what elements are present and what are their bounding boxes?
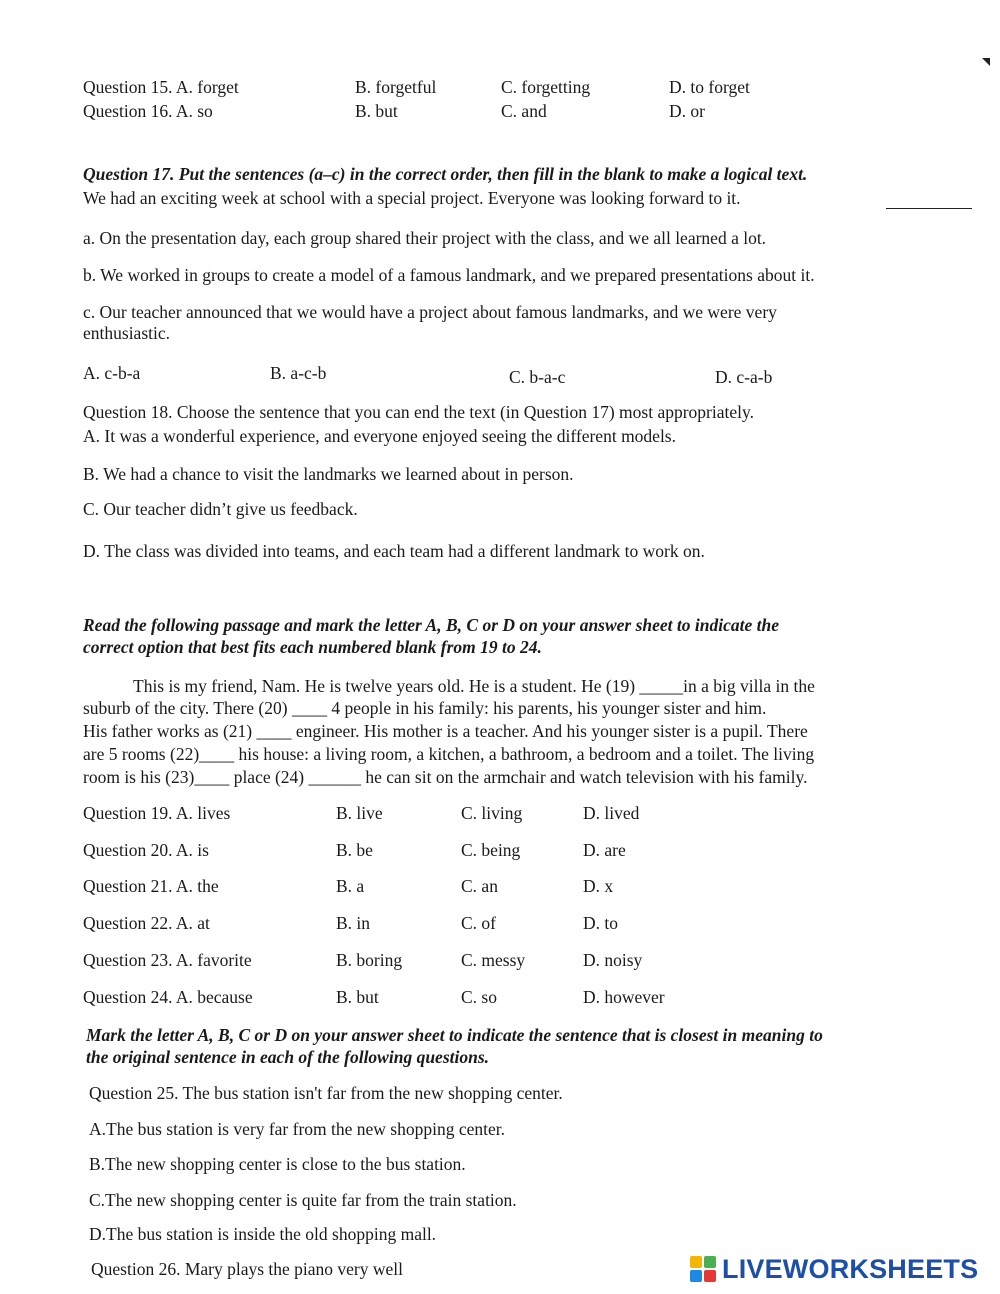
question-20-option-d: D. are [583,840,626,860]
question-18-option-b: B. We had a chance to visit the landmarks we learned about in person. [83,464,574,484]
question-19-row [83,802,783,824]
question-23-option-b: B. boring [336,950,403,970]
closest-meaning-instruction-line-2: the original sentence in each of the following questions. [86,1047,490,1067]
question-17-option-c: C. b-a-c [509,367,566,387]
liveworksheets-logo [690,1254,978,1284]
question-20-row [83,839,783,861]
question-16-option-d: D. or [669,101,705,121]
page-corner-mark [982,58,990,66]
question-24-option-b: B. but [336,987,379,1007]
question-15-row [83,76,963,98]
question-21-option-d: D. x [583,876,614,896]
question-15-option-a: Question 15. A. forget [83,77,239,97]
question-19-option-b: B. live [336,803,383,823]
reading-instruction-line-2: correct option that best fits each numbered blank from 19 to 24. [83,637,542,657]
question-16-option-a: Question 16. A. so [83,101,213,121]
question-17-instruction: Question 17. Put the sentences (a–c) in the correct order, then fill in the blank to make a logical text. [83,164,808,184]
question-20-option-a: Question 20. A. is [83,840,209,860]
question-23-option-d: D. noisy [583,950,643,970]
question-17-intro-text: We had an exciting week at school with a special project. Everyone was looking forward to it. [83,188,741,208]
question-17-options [83,362,963,387]
question-17-option-d: D. c-a-b [715,367,773,387]
question-22-option-b: B. in [336,913,371,933]
question-25-option-b: B.The new shopping center is close to the bus station. [89,1154,466,1174]
question-17-answer-blank[interactable] [886,194,972,209]
question-16-option-b: B. but [355,101,398,121]
question-25-option-c: C.The new shopping center is quite far from the train station. [89,1190,517,1210]
question-19-option-c: C. living [461,803,523,823]
question-17-option-b: B. a-c-b [270,363,327,383]
question-18-option-a: A. It was a wonderful experience, and everyone enjoyed seeing the different models. [83,426,676,446]
question-17-sentence-c: c. Our teacher announced that we would have a project about famous landmarks, and we were very [83,302,777,322]
question-21-row [83,875,783,897]
question-17-sentence-a: a. On the presentation day, each group shared their project with the class, and we all learned a lot. [83,228,767,248]
question-24-option-c: C. so [461,987,497,1007]
passage-line-4: are 5 rooms (22)____ his house: a living room, a kitchen, a bathroom, a bedroom and a toilet. The living [83,744,815,764]
question-16-option-c: C. and [501,101,547,121]
question-20-option-c: C. being [461,840,521,860]
passage-line-5: room is his (23)____ place (24) ______ he can sit on the armchair and watch television with his family. [83,767,808,787]
question-22-option-a: Question 22. A. at [83,913,210,933]
question-16-row [83,100,963,122]
question-17-option-a: A. c-b-a [83,363,141,383]
question-19-option-d: D. lived [583,803,640,823]
question-21-option-b: B. a [336,876,365,896]
passage-line-1: This is my friend, Nam. He is twelve years old. He is a student. He (19) _____in a big villa in the [133,676,815,696]
question-17-intro [83,187,741,209]
question-22-option-c: C. of [461,913,496,933]
reading-instruction-line-1: Read the following passage and mark the letter A, B, C or D on your answer sheet to indicate the [83,615,780,635]
question-22-option-d: D. to [583,913,618,933]
question-21-option-c: C. an [461,876,498,896]
question-26-text: Question 26. Mary plays the piano very well [91,1259,404,1279]
question-23-row [83,949,783,971]
question-24-option-a: Question 24. A. because [83,987,253,1007]
question-17-sentence-c-cont: enthusiastic. [83,323,170,343]
question-25-option-a: A.The bus station is very far from the new shopping center. [89,1119,506,1139]
question-24-row [83,986,783,1008]
question-25-text: Question 25. The bus station isn't far from the new shopping center. [89,1083,563,1103]
liveworksheets-logo-icon [690,1256,716,1282]
liveworksheets-logo-text: LIVEWORKSHEETS [722,1254,979,1284]
question-23-option-a: Question 23. A. favorite [83,950,252,970]
closest-meaning-instruction-line-1: Mark the letter A, B, C or D on your answer sheet to indicate the sentence that is closest in meaning to [86,1025,823,1045]
question-15-option-c: C. forgetting [501,77,591,97]
question-18-option-d: D. The class was divided into teams, and each team had a different landmark to work on. [83,541,705,561]
question-18-option-c: C. Our teacher didn’t give us feedback. [83,499,358,519]
question-25-option-d: D.The bus station is inside the old shopping mall. [89,1224,437,1244]
question-21-option-a: Question 21. A. the [83,876,219,896]
question-15-option-d: D. to forget [669,77,750,97]
question-17-sentence-b: b. We worked in groups to create a model of a famous landmark, and we prepared presentations about it. [83,265,815,285]
question-22-row [83,912,783,934]
question-23-option-c: C. messy [461,950,526,970]
question-18-text: Question 18. Choose the sentence that you can end the text (in Question 17) most appropriately. [83,402,754,422]
question-15-option-b: B. forgetful [355,77,437,97]
passage-line-3: His father works as (21) ____ engineer. His mother is a teacher. And his younger sister is a pupil. There [83,721,808,741]
question-19-option-a: Question 19. A. lives [83,803,231,823]
question-24-option-d: D. however [583,987,665,1007]
passage-line-2: suburb of the city. There (20) ____ 4 people in his family: his parents, his younger sister and him. [83,698,767,718]
question-20-option-b: B. be [336,840,373,860]
